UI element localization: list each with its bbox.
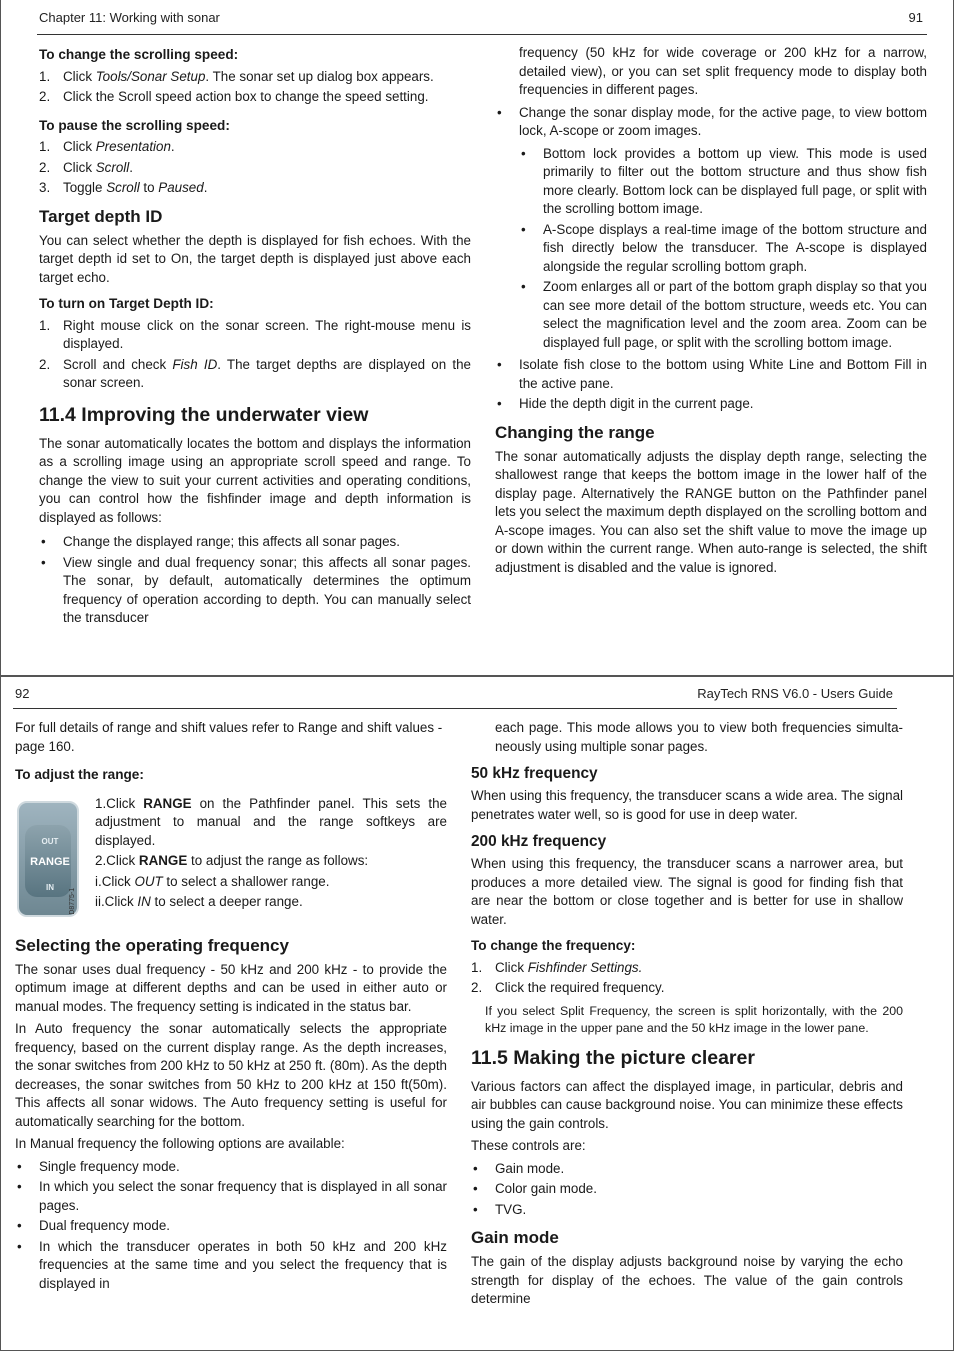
list-item	[471, 979, 903, 998]
scroll-speed-steps	[39, 68, 471, 107]
target-depth-paragraph: You can select whether the depth is displayed for fish echoes. With the target depth id set to On, the target depth is displayed just above each target echo.	[39, 232, 471, 285]
list-item: • Change the displayed range; this affects all sonar pages.	[39, 533, 471, 552]
display-mode-bullets	[495, 104, 927, 141]
menu-path: Fish ID	[172, 356, 218, 372]
step-text: . The sonar set up dialog box appears.	[205, 68, 434, 84]
menu-path: Presentation	[95, 139, 171, 154]
list-item	[39, 317, 471, 354]
step-text: 2.Click	[95, 853, 139, 868]
step-number: 2.	[39, 89, 51, 104]
button-name: OUT	[134, 873, 163, 889]
right-column	[471, 719, 903, 1313]
changing-range-heading: Changing the range	[495, 422, 655, 442]
menu-path: Tools/Sonar Setup	[95, 68, 206, 84]
in-label: IN	[46, 882, 54, 892]
list-item	[39, 179, 471, 198]
clear-paragraph: These controls are:	[471, 1138, 586, 1153]
section-paragraph: The sonar automatically locates the bottom and displays the information as a scrolling image using an appropriate scroll speed and range. To change the view to suit your current activities and operating conditions, you can control how the fishfinder image and depth information is displayed as follows:	[39, 435, 471, 525]
section-heading: 11.4 Improving the underwater view	[39, 403, 369, 426]
list-item: • View single and dual frequency sonar; this affects all sonar pages. The sonar, by default, automatically determines the optimum frequency of operation according to depth. You can manually select the transducer	[39, 554, 471, 628]
list-item	[39, 356, 471, 393]
continued-paragraph: each page. This mode allows you to view both frequencies simultaneously using multiple sonar pages.	[495, 720, 903, 754]
step-text: . The target depths are displayed on the sonar screen.	[63, 356, 471, 390]
menu-path: Fishfinder Settings.	[527, 959, 643, 975]
step-text: to select a shallower range.	[162, 873, 330, 889]
step-text: to adjust the range as follows:	[187, 853, 369, 868]
step-text: Click	[495, 959, 528, 975]
range-steps	[95, 795, 447, 914]
list-item: • In which the transducer operates in both 50 kHz and 200 kHz frequencies at the same time and you select the frequency that is displayed in	[15, 1238, 447, 1294]
clear-paragraph: Various factors can affect the displayed image, in particular, debris and air bubbles can cause background noise. You can minimize these effects using the gain controls.	[471, 1078, 903, 1131]
range-step	[95, 873, 447, 892]
list-item	[39, 159, 471, 178]
header-rule	[13, 708, 897, 709]
list-item: • Bottom lock provides a bottom up view. This mode is used primarily to filter out the bottom structure and thus show fish more clearly. Bottom lock can be displayed full page, or split with the scrolling bottom image.	[519, 145, 927, 219]
running-header-title: RayTech RNS V6.0 - Users Guide	[697, 686, 893, 701]
pause-speed-steps	[39, 138, 471, 198]
menu-path: Scroll	[106, 180, 140, 195]
button-name: RANGE	[138, 853, 188, 868]
list-item: • TVG.	[471, 1201, 903, 1220]
change-frequency-title: To change the frequency:	[471, 938, 636, 953]
range-step	[95, 795, 447, 851]
step-text: .	[170, 139, 175, 154]
step-text: Click the required frequency.	[495, 980, 665, 995]
step-text: Click	[63, 159, 96, 175]
page-number: 92	[15, 686, 30, 701]
step-number: 3.	[39, 180, 51, 195]
step-text: 1.Click	[95, 795, 144, 811]
list-item: • Single frequency mode.	[15, 1158, 447, 1177]
step-number: 1.	[39, 317, 51, 333]
list-item: • Change the sonar display mode, for the active page, to view bottom lock, A-scope or zoom images.	[495, 104, 927, 141]
step-text: .	[129, 159, 133, 175]
step-number: 1.	[39, 68, 51, 84]
list-item: • In which you select the sonar frequency that is displayed in all sonar pages.	[15, 1178, 447, 1215]
list-item	[39, 88, 471, 107]
range-step	[95, 893, 447, 912]
adjust-range-title: To adjust the range:	[15, 767, 144, 782]
turn-on-title: To turn on Target Depth ID:	[39, 296, 214, 311]
frequency-bullets	[15, 1158, 447, 1294]
menu-path: Paused	[158, 180, 204, 195]
list-item: • A-Scope displays a real-time image of the bottom structure and fish directly below the transducer. The A-scope is displayed alongside the regular scrolling bottom graph.	[519, 221, 927, 277]
section-heading: 11.5 Making the picture clearer	[471, 1046, 755, 1069]
range-instructions	[15, 795, 447, 927]
step-text: Click	[63, 139, 96, 154]
header-rule	[37, 34, 927, 35]
changing-range-paragraph: The sonar automatically adjusts the display depth range, selecting the shallowest range that keeps the bottom image in the lower half of the display page. Alternatively the RANGE button on the Pathfinder panel lets you select the maximum depth displayed on the scrolling bottom and A-scope images. You can also set the shift value to move the image up or down within the current range. When auto-range is selected, the shift adjustment is disabled and the value is ignored.	[495, 448, 927, 575]
running-header-chapter: Chapter 11: Working with sonar	[39, 10, 220, 25]
pause-speed-title: To pause the scrolling speed:	[39, 117, 230, 133]
step-text: on the Pathfinder panel. This sets the adjustment to manual and the range softkeys are displayed.	[95, 795, 447, 848]
range-button-image	[17, 801, 79, 917]
page-number: 91	[908, 10, 923, 25]
f200-heading: 200 kHz frequency	[471, 833, 607, 850]
frequency-paragraph: In Auto frequency the sonar automatically selects the appropriate frequency, based on the current display range. As the depth increases, the sonar switches from 200 kHz to 50 kHz at 250 ft. (80m). As the depth decreases, the sonar switches from 50 kHz to 200 kHz at 150 ft(50m). This affects all sonar widows. The Auto frequency setting is useful for automatically searching for the bottom.	[15, 1021, 447, 1129]
step-number: 2.	[471, 980, 483, 995]
right-column	[495, 44, 927, 581]
section-bullets	[39, 533, 471, 628]
page-92	[0, 676, 954, 1351]
figure-code: D8775-1	[69, 887, 77, 915]
left-column	[39, 44, 471, 632]
step-text: to	[139, 180, 159, 195]
display-mode-subbullets	[519, 145, 927, 353]
continued-paragraph: frequency (50 kHz for wide coverage or 200 kHz for a narrow, detailed view), or you can set split frequency mode to display both frequencies in different pages.	[519, 45, 927, 97]
step-text: Scroll and check	[63, 356, 173, 372]
step-text: Right mouse click on the sonar screen. The right-mouse menu is displayed.	[63, 317, 471, 351]
f50-paragraph: When using this frequency, the transducer scans a wide area. The signal penetrates water well, so is good for use in deep water.	[471, 788, 903, 822]
step-number: 1.	[471, 959, 483, 975]
step-text: Click	[63, 68, 96, 84]
out-label: OUT	[41, 836, 59, 846]
list-item	[39, 138, 471, 157]
button-name: IN	[137, 894, 151, 909]
intro-paragraph: For full details of range and shift values refer to Range and shift values - page 160.	[15, 720, 443, 754]
list-item: • Hide the depth digit in the current page.	[495, 395, 927, 414]
list-item: • Dual frequency mode.	[15, 1217, 447, 1236]
left-column	[15, 719, 447, 1297]
step-text: i.Click	[95, 873, 135, 889]
gain-mode-heading: Gain mode	[471, 1228, 559, 1247]
step-text: Click the Scroll speed action box to change the speed setting.	[63, 89, 429, 104]
frequency-paragraph: In Manual frequency the following options are available:	[15, 1136, 345, 1151]
range-label: RANGE	[30, 855, 70, 868]
step-number: 1.	[39, 139, 51, 154]
list-item	[471, 959, 903, 978]
menu-path: Scroll	[95, 159, 130, 175]
gain-control-bullets	[471, 1160, 903, 1220]
change-frequency-steps	[471, 959, 903, 998]
f50-heading: 50 kHz frequency	[471, 765, 598, 782]
step-number: 2.	[39, 356, 51, 372]
list-item: • Isolate fish close to the bottom using White Line and Bottom Fill in the active pane.	[495, 356, 927, 393]
f200-paragraph: When using this frequency, the transducer scans a narrower area, but produces a more detailed view. The signal is good for finding fish that are near the bottom or close together and is better for use in shallow water.	[471, 856, 903, 927]
gain-mode-paragraph: The gain of the display adjusts background noise by varying the echo strength for display of the echoes. The value of the gain controls determine	[471, 1254, 903, 1306]
step-text: to select a deeper range.	[150, 894, 303, 909]
frequency-heading: Selecting the operating frequency	[15, 935, 289, 955]
range-step	[95, 852, 447, 871]
frequency-paragraph: The sonar uses dual frequency - 50 kHz and 200 kHz - to provide the optimum image at different depths and can be used in either auto or manual modes. The frequency setting is indicated in the status bar.	[15, 961, 447, 1014]
list-item	[39, 68, 471, 87]
step-text: ii.Click	[95, 894, 138, 909]
extra-bullets	[495, 356, 927, 414]
turn-on-steps	[39, 317, 471, 393]
step-number: 2.	[39, 159, 51, 175]
step-text: Toggle	[63, 180, 107, 195]
split-frequency-note: If you select Split Frequency, the screen is split horizontally, with the 200 kHz image in the upper pane and the 50 kHz image in the lower pane.	[485, 1003, 903, 1035]
list-item: • Color gain mode.	[471, 1180, 903, 1199]
scroll-speed-title: To change the scrolling speed:	[39, 47, 239, 62]
button-name: RANGE	[143, 795, 192, 811]
list-item: • Gain mode.	[471, 1160, 903, 1179]
target-depth-heading: Target depth ID	[39, 206, 163, 226]
step-text: .	[203, 180, 208, 195]
list-item: • Zoom enlarges all or part of the bottom graph display so that you can see more detail of the bottom structure, weeds etc. You can select the magnification level and the zoom area. Zoom can be displayed full page, or split with the scrolling bottom image.	[519, 278, 927, 352]
